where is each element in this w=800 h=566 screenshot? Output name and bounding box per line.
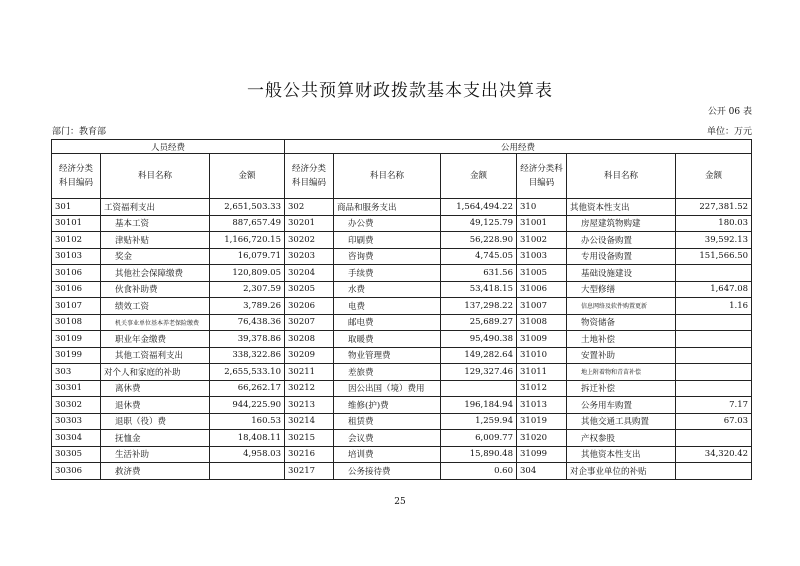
subject-name-cell: 对个人和家庭的补助 <box>101 364 210 381</box>
subject-name-cell: 职业年金缴费 <box>101 331 210 348</box>
amount-cell: 2,307.59 <box>210 281 285 298</box>
subject-name-cell: 对企事业单位的补贴 <box>567 463 676 480</box>
col-header-name: 科目名称 <box>334 154 441 199</box>
amount-cell: 6,009.77 <box>441 430 517 447</box>
econ-code-cell: 30302 <box>52 397 101 414</box>
subject-name-cell: 办公费 <box>334 215 441 232</box>
subject-name-cell: 其他资本性支出 <box>567 446 676 463</box>
econ-code-cell: 30213 <box>285 397 334 414</box>
econ-code-cell: 30303 <box>52 413 101 430</box>
amount-cell <box>676 364 752 381</box>
econ-code-cell: 30208 <box>285 331 334 348</box>
subject-name-cell: 租赁费 <box>334 413 441 430</box>
amount-cell: 180.03 <box>676 215 752 232</box>
amount-cell: 149,282.64 <box>441 347 517 364</box>
econ-code-cell: 30101 <box>52 215 101 232</box>
col-header-code: 经济分类科目编码 <box>285 154 334 199</box>
subject-name-cell: 公务用车购置 <box>567 397 676 414</box>
econ-code-cell: 31010 <box>517 347 567 364</box>
department-label: 部门：教育部 <box>52 127 107 137</box>
subject-name-cell: 地上附着物和青苗补偿 <box>567 364 676 381</box>
amount-cell <box>676 463 752 480</box>
econ-code-cell: 30215 <box>285 430 334 447</box>
amount-cell: 151,566.50 <box>676 248 752 265</box>
econ-code-cell: 31006 <box>517 281 567 298</box>
amount-cell: 1,166,720.15 <box>210 232 285 249</box>
amount-cell: 1,564,494.22 <box>441 199 517 216</box>
econ-code-cell: 31001 <box>517 215 567 232</box>
econ-code-cell: 30199 <box>52 347 101 364</box>
amount-cell: 66,262.17 <box>210 380 285 397</box>
table-row <box>52 232 752 249</box>
econ-code-cell: 31008 <box>517 314 567 331</box>
amount-cell: 18,408.11 <box>210 430 285 447</box>
subject-name-cell: 因公出国（境）费用 <box>334 380 441 397</box>
table-row <box>52 413 752 430</box>
table-row <box>52 347 752 364</box>
table-body <box>52 199 752 480</box>
econ-code-cell: 310 <box>517 199 567 216</box>
amount-cell <box>676 331 752 348</box>
col-header-name: 科目名称 <box>101 154 210 199</box>
econ-code-cell: 302 <box>285 199 334 216</box>
econ-code-cell: 31011 <box>517 364 567 381</box>
amount-cell <box>676 265 752 282</box>
subject-name-cell: 生活补助 <box>101 446 210 463</box>
amount-cell: 16,079.71 <box>210 248 285 265</box>
econ-code-cell: 304 <box>517 463 567 480</box>
subject-name-cell: 退职（役）费 <box>101 413 210 430</box>
amount-cell: 53,418.15 <box>441 281 517 298</box>
amount-cell: 944,225.90 <box>210 397 285 414</box>
subject-name-cell: 会议费 <box>334 430 441 447</box>
table-row <box>52 364 752 381</box>
subject-name-cell: 公务接待费 <box>334 463 441 480</box>
table-row <box>52 215 752 232</box>
table-row <box>52 430 752 447</box>
econ-code-cell: 30209 <box>285 347 334 364</box>
econ-code-cell: 301 <box>52 199 101 216</box>
econ-code-cell: 30207 <box>285 314 334 331</box>
subject-name-cell: 绩效工资 <box>101 298 210 315</box>
econ-code-cell: 31005 <box>517 265 567 282</box>
table-row <box>52 446 752 463</box>
amount-cell: 338,322.86 <box>210 347 285 364</box>
page-number: 25 <box>394 497 406 507</box>
amount-cell <box>676 314 752 331</box>
econ-code-cell: 31020 <box>517 430 567 447</box>
amount-cell: 0.60 <box>441 463 517 480</box>
amount-cell: 95,490.38 <box>441 331 517 348</box>
table-row <box>52 248 752 265</box>
subject-name-cell: 物资储备 <box>567 314 676 331</box>
col-header-code: 经济分类科目编码 <box>52 154 101 199</box>
page-title: 一般公共预算财政拨款基本支出决算表 <box>247 81 553 101</box>
subject-name-cell: 救济费 <box>101 463 210 480</box>
econ-code-cell: 31003 <box>517 248 567 265</box>
subject-name-cell: 电费 <box>334 298 441 315</box>
econ-code-cell: 30103 <box>52 248 101 265</box>
amount-cell: 137,298.22 <box>441 298 517 315</box>
col-header-code: 经济分类科目编码 <box>517 154 567 199</box>
subject-name-cell: 津贴补贴 <box>101 232 210 249</box>
amount-cell: 631.56 <box>441 265 517 282</box>
subject-name-cell: 物业管理费 <box>334 347 441 364</box>
subject-name-cell: 基础设施建设 <box>567 265 676 282</box>
subject-name-cell: 奖金 <box>101 248 210 265</box>
amount-cell: 56,228.90 <box>441 232 517 249</box>
table-row <box>52 463 752 480</box>
econ-code-cell: 303 <box>52 364 101 381</box>
amount-cell: 2,655,533.10 <box>210 364 285 381</box>
econ-code-cell: 30107 <box>52 298 101 315</box>
econ-code-cell: 30202 <box>285 232 334 249</box>
subject-name-cell: 商品和服务支出 <box>334 199 441 216</box>
subject-name-cell: 机关事业单位基本养老保险缴费 <box>101 314 210 331</box>
amount-cell: 15,890.48 <box>441 446 517 463</box>
econ-code-cell: 30106 <box>52 281 101 298</box>
table-row <box>52 298 752 315</box>
subject-name-cell: 手续费 <box>334 265 441 282</box>
col-header-amount: 金额 <box>676 154 752 199</box>
econ-code-cell: 31019 <box>517 413 567 430</box>
subject-name-cell: 邮电费 <box>334 314 441 331</box>
amount-cell: 4,745.05 <box>441 248 517 265</box>
amount-cell: 76,438.36 <box>210 314 285 331</box>
econ-code-cell: 30301 <box>52 380 101 397</box>
econ-code-cell: 30306 <box>52 463 101 480</box>
econ-code-cell: 30201 <box>285 215 334 232</box>
econ-code-cell: 31002 <box>517 232 567 249</box>
amount-cell <box>210 463 285 480</box>
amount-cell: 1.16 <box>676 298 752 315</box>
amount-cell: 3,789.26 <box>210 298 285 315</box>
amount-cell <box>676 380 752 397</box>
amount-cell: 7.17 <box>676 397 752 414</box>
subject-name-cell: 拆迁补偿 <box>567 380 676 397</box>
econ-code-cell: 30109 <box>52 331 101 348</box>
subject-name-cell: 退休费 <box>101 397 210 414</box>
subject-name-cell: 其他资本性支出 <box>567 199 676 216</box>
amount-cell: 120,809.05 <box>210 265 285 282</box>
econ-code-cell: 30204 <box>285 265 334 282</box>
amount-cell: 67.03 <box>676 413 752 430</box>
econ-code-cell: 30214 <box>285 413 334 430</box>
subject-name-cell: 培训费 <box>334 446 441 463</box>
col-header-name: 科目名称 <box>567 154 676 199</box>
amount-cell <box>441 380 517 397</box>
subject-name-cell: 伙食补助费 <box>101 281 210 298</box>
amount-cell: 4,958.03 <box>210 446 285 463</box>
econ-code-cell: 30304 <box>52 430 101 447</box>
subject-name-cell: 专用设备购置 <box>567 248 676 265</box>
econ-code-cell: 30108 <box>52 314 101 331</box>
unit-label: 单位：万元 <box>706 127 752 137</box>
econ-code-cell: 31007 <box>517 298 567 315</box>
table-row <box>52 281 752 298</box>
econ-code-cell: 30211 <box>285 364 334 381</box>
table-row <box>52 331 752 348</box>
amount-cell: 1,259.94 <box>441 413 517 430</box>
group-personnel: 人员经费 <box>52 140 285 154</box>
econ-code-cell: 30205 <box>285 281 334 298</box>
amount-cell: 196,184.94 <box>441 397 517 414</box>
econ-code-cell: 30203 <box>285 248 334 265</box>
amount-cell: 49,125.79 <box>441 215 517 232</box>
econ-code-cell: 30217 <box>285 463 334 480</box>
subject-name-cell: 办公设备购置 <box>567 232 676 249</box>
subject-name-cell: 基本工资 <box>101 215 210 232</box>
subject-name-cell: 取暖费 <box>334 331 441 348</box>
group-public: 公用经费 <box>285 140 752 154</box>
col-header-amount: 金额 <box>210 154 285 199</box>
subject-name-cell: 安置补助 <box>567 347 676 364</box>
subject-name-cell: 水费 <box>334 281 441 298</box>
subject-name-cell: 信息网络及软件购置更新 <box>567 298 676 315</box>
amount-cell <box>676 347 752 364</box>
econ-code-cell: 30106 <box>52 265 101 282</box>
form-number: 公开 06 表 <box>707 107 752 117</box>
subject-name-cell: 差旅费 <box>334 364 441 381</box>
amount-cell: 887,657.49 <box>210 215 285 232</box>
econ-code-cell: 30212 <box>285 380 334 397</box>
table-row <box>52 199 752 216</box>
table-row <box>52 265 752 282</box>
amount-cell: 2,651,503.33 <box>210 199 285 216</box>
subject-name-cell: 大型修缮 <box>567 281 676 298</box>
econ-code-cell: 30216 <box>285 446 334 463</box>
table-row <box>52 397 752 414</box>
amount-cell: 25,689.27 <box>441 314 517 331</box>
col-header-amount: 金额 <box>441 154 517 199</box>
subject-name-cell: 其他交通工具购置 <box>567 413 676 430</box>
amount-cell: 34,320.42 <box>676 446 752 463</box>
subject-name-cell: 其他社会保障缴费 <box>101 265 210 282</box>
econ-code-cell: 31099 <box>517 446 567 463</box>
subject-name-cell: 咨询费 <box>334 248 441 265</box>
subject-name-cell: 维修(护)费 <box>334 397 441 414</box>
subject-name-cell: 其他工资福利支出 <box>101 347 210 364</box>
expenditure-table <box>51 139 752 480</box>
amount-cell: 227,381.52 <box>676 199 752 216</box>
econ-code-cell: 30206 <box>285 298 334 315</box>
econ-code-cell: 31012 <box>517 380 567 397</box>
econ-code-cell: 31013 <box>517 397 567 414</box>
subject-name-cell: 房屋建筑物购建 <box>567 215 676 232</box>
amount-cell: 129,327.46 <box>441 364 517 381</box>
amount-cell: 1,647.08 <box>676 281 752 298</box>
table-row <box>52 380 752 397</box>
econ-code-cell: 30102 <box>52 232 101 249</box>
subject-name-cell: 离休费 <box>101 380 210 397</box>
econ-code-cell: 30305 <box>52 446 101 463</box>
econ-code-cell: 31009 <box>517 331 567 348</box>
subject-name-cell: 土地补偿 <box>567 331 676 348</box>
subject-name-cell: 工资福利支出 <box>101 199 210 216</box>
amount-cell <box>676 430 752 447</box>
subject-name-cell: 印刷费 <box>334 232 441 249</box>
amount-cell: 160.53 <box>210 413 285 430</box>
table-row <box>52 314 752 331</box>
amount-cell: 39,378.86 <box>210 331 285 348</box>
subject-name-cell: 抚恤金 <box>101 430 210 447</box>
amount-cell: 39,592.13 <box>676 232 752 249</box>
subject-name-cell: 产权参股 <box>567 430 676 447</box>
